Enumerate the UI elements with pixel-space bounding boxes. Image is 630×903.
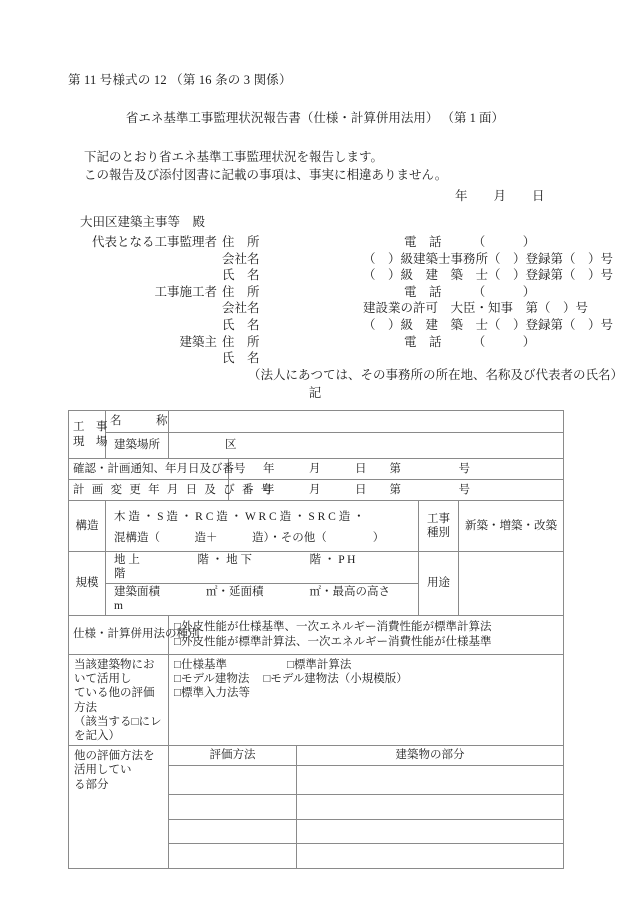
contact-row-owner-name (0, 348, 630, 365)
contact-row-supervisor-address (0, 232, 630, 249)
table-row-plan-change (69, 480, 564, 501)
intro-line-1: 下記のとおり省エネ基準工事監理状況を報告します。 (84, 150, 384, 164)
checkbox-standard-input[interactable]: □標準入力法等 (174, 687, 250, 700)
document-title: 省エネ基準工事監理状況報告書（仕様・計算併用法用） （第 1 面） (125, 111, 505, 125)
table-row-method-type (69, 615, 564, 654)
owner-tel-label: 電 話 （ ） (404, 334, 536, 349)
corporate-note: （法人にあつては、その事務所の所在地、名称及び代表者の氏名） (248, 367, 624, 382)
cell-work-type-label (419, 501, 459, 552)
work-type-label-line2: 種別 (427, 527, 450, 539)
cell-scale-floors[interactable]: 地 上 階 ・ 地 下 階 ・ P H 階 (106, 552, 419, 584)
cell-other-method-options (169, 654, 564, 745)
contact-row-supervisor-name (0, 265, 630, 282)
table-row-other-parts-header (69, 745, 564, 765)
field-label-name: 氏 名 (222, 268, 260, 283)
contractor-tel-label: 電 話 （ ） (404, 284, 536, 299)
cell-structure-value[interactable] (106, 501, 419, 552)
field-label-address-2: 住 所 (222, 284, 260, 299)
contractor-architect-registration: （ ）級 建 築 士（ ）登録第（ ）号 (363, 317, 614, 332)
party-label-owner: 建築主 (179, 334, 217, 349)
contact-row-supervisor-company (0, 249, 630, 266)
checkbox-model-building[interactable]: □モデル建物法 (174, 672, 250, 685)
cell-other-method-label (69, 654, 169, 745)
date-day-label: 日 (532, 189, 545, 203)
cell-other-parts-label (69, 745, 169, 868)
other-method-options-row-2 (174, 672, 559, 686)
structure-option-line2: 混構造（ 造＋ 造）・その他（ ） (114, 532, 385, 544)
cell-method-type-label: 仕様・計算併用法の種別 (69, 615, 169, 654)
other-parts-label-line1: 他の評価方法を活用してい (74, 749, 155, 777)
cell-confirmation-label: 確認・計画通知、年月日及び番号 (69, 459, 229, 480)
cell-confirmation-value[interactable]: 年 月 日 第 号 (229, 459, 564, 480)
cell-scale-label: 規模 (69, 552, 106, 616)
method-type-option-2[interactable]: □外皮性能が標準計算法、一次エネルギー消費性能が仕様基準 (174, 635, 492, 648)
other-method-options-row-1 (174, 658, 559, 672)
cell-building-part-2[interactable] (297, 794, 564, 819)
cell-scale-area[interactable]: 建築面積 ㎡・延面積 ㎡・最高の高さ m (106, 583, 419, 615)
table-row-structure (69, 501, 564, 552)
cell-site-label (69, 411, 106, 459)
cell-site-place-label: 建築場所 (106, 433, 169, 459)
cell-plan-change-label: 計 画 変 更 年 月 日 及 び 番 号 (69, 480, 229, 501)
cell-use-label: 用途 (419, 552, 459, 616)
table-row-site-place (69, 433, 564, 459)
supervisor-architect-registration: （ ）級 建 築 士（ ）登録第（ ）号 (363, 268, 614, 283)
cell-evaluation-method-4[interactable] (169, 843, 297, 868)
header-building-part: 建築物の部分 (297, 745, 564, 765)
field-label-name-3: 氏 名 (222, 351, 260, 366)
site-label-line2: 現 場 (73, 435, 108, 448)
cell-use-value[interactable] (459, 552, 564, 616)
other-method-label-line1: 当該建築物において活用し (74, 658, 155, 685)
date-year-label: 年 (455, 189, 468, 203)
supervisor-tel-label: 電 話 （ ） (404, 235, 536, 249)
header-evaluation-method: 評価方法 (169, 745, 297, 765)
cell-site-name-label: 名 称 (106, 411, 169, 433)
other-parts-label-line2: る部分 (74, 778, 109, 791)
form-number: 第 11 号様式の 12 （第 16 条の 3 関係） (68, 73, 292, 87)
cell-evaluation-method-3[interactable] (169, 819, 297, 843)
party-label-contractor: 工事施工者 (154, 284, 217, 299)
cell-building-part-1[interactable] (297, 765, 564, 794)
contact-row-contractor-address (0, 282, 630, 299)
checkbox-spec-standard[interactable]: □仕様基準 (174, 658, 227, 671)
party-label-supervisor: 代表となる工事監理者 (91, 235, 217, 249)
table-row-other-methods (69, 654, 564, 745)
other-method-label-line3: （該当する□にレを記入） (74, 716, 162, 743)
field-label-name-2: 氏 名 (222, 317, 260, 332)
cell-work-type-value[interactable]: 新築・増築・改築 (459, 501, 564, 552)
field-label-address: 住 所 (222, 235, 260, 249)
construction-info-table (68, 410, 564, 869)
date-line (455, 186, 545, 204)
checkbox-model-building-small[interactable]: □モデル建物法（小規模版） (263, 672, 408, 685)
cell-site-name-value[interactable] (169, 411, 564, 433)
field-label-company: 会社名 (222, 251, 260, 266)
cell-site-place-value[interactable]: 区 (169, 433, 564, 459)
contact-row-contractor-name (0, 315, 630, 332)
cell-evaluation-method-2[interactable] (169, 794, 297, 819)
contact-row-contractor-company (0, 298, 630, 315)
other-method-label-line2: ている他の評価方法 (74, 687, 155, 714)
intro-line-2: この報告及び添付図書に記載の事項は、事実に相違ありません。 (84, 168, 448, 182)
date-month-label: 月 (493, 189, 507, 203)
contact-block (0, 232, 630, 381)
contact-row-owner-address (0, 332, 630, 349)
cell-building-part-4[interactable] (297, 843, 564, 868)
cell-evaluation-method-1[interactable] (169, 765, 297, 794)
work-type-label-line1: 工事 (427, 512, 450, 525)
cell-plan-change-value[interactable]: 年 月 日 第 号 (229, 480, 564, 501)
checkbox-standard-calc[interactable]: □標準計算法 (286, 658, 352, 671)
addressee: 大田区建築主事等 殿 (80, 215, 206, 229)
cell-method-type-options (169, 615, 564, 654)
field-label-company-2: 会社名 (222, 301, 260, 316)
method-type-option-1[interactable]: □外皮性能が仕様基準、一次エネルギー消費性能が標準計算法 (174, 621, 492, 634)
cell-building-part-3[interactable] (297, 819, 564, 843)
contact-row-corporate-note (0, 365, 630, 382)
ki-mark: 記 (308, 386, 322, 400)
table-row-site-name (69, 411, 564, 433)
site-label-line1: 工 事 (73, 421, 108, 434)
field-label-address-3: 住 所 (222, 334, 260, 349)
structure-option-line1: 木 造 ・ S 造 ・ R C 造 ・ W R C 造 ・ S R C 造 ・ (114, 510, 365, 523)
table-row-confirmation (69, 459, 564, 480)
contractor-construction-license: 建設業の許可 大臣・知事 第（ ）号 (363, 301, 589, 316)
cell-structure-label: 構造 (69, 501, 106, 552)
table-row-scale-floors (69, 552, 564, 584)
other-method-options-row-3 (174, 686, 559, 700)
supervisor-office-registration: （ ）級建築士事務所（ ）登録第（ ）号 (363, 251, 614, 266)
